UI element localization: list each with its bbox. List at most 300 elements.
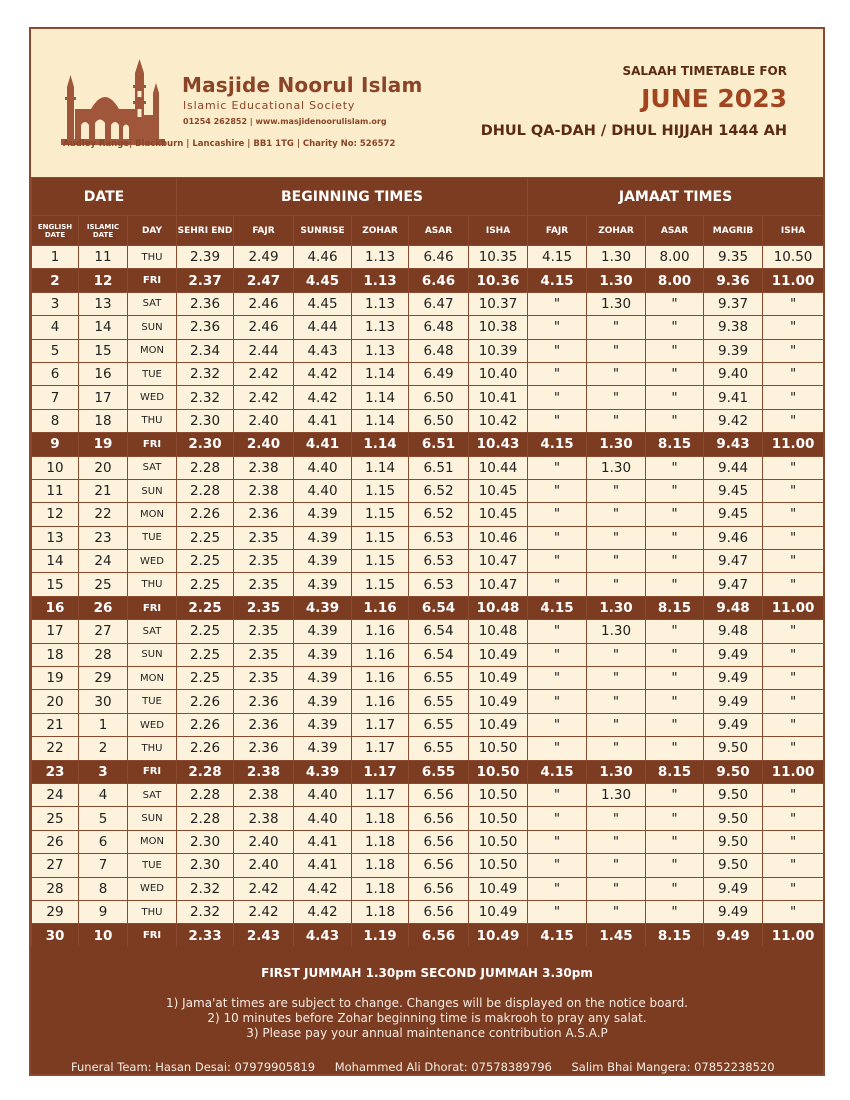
table-row: [32, 339, 824, 362]
table-row: [32, 924, 824, 947]
cell-isha-jamaat: ": [763, 713, 824, 736]
cell-zohar-jamaat: 1.30: [587, 760, 646, 783]
cell-islamic-date: 6: [79, 830, 128, 853]
cell-day: WED: [128, 877, 177, 900]
cell-magrib-jamaat: 9.47: [704, 573, 763, 596]
cell-english-date: 5: [32, 339, 79, 362]
cell-zohar-jamaat: ": [587, 737, 646, 760]
cell-asar-begin: 6.52: [409, 479, 469, 502]
org-address: Audley Range| Blackburn | Lancashire | BB1 1TG | Charity No: 526572: [63, 139, 396, 149]
cell-isha-begin: 10.49: [469, 690, 528, 713]
cell-zohar-begin: 1.14: [352, 433, 409, 456]
cell-fajr-jamaat: ": [528, 573, 587, 596]
cell-fajr-begin: 2.35: [234, 573, 294, 596]
cell-magrib-jamaat: 9.45: [704, 479, 763, 502]
cell-fajr-jamaat: ": [528, 783, 587, 806]
cell-fajr-begin: 2.40: [234, 409, 294, 432]
cell-fajr-begin: 2.35: [234, 620, 294, 643]
cell-magrib-jamaat: 9.50: [704, 830, 763, 853]
header: [31, 29, 823, 177]
cell-sunrise: 4.42: [294, 877, 352, 900]
cell-magrib-jamaat: 9.45: [704, 503, 763, 526]
cell-isha-begin: 10.46: [469, 526, 528, 549]
cell-zohar-jamaat: 1.30: [587, 620, 646, 643]
cell-zohar-jamaat: ": [587, 339, 646, 362]
cell-magrib-jamaat: 9.43: [704, 433, 763, 456]
cell-zohar-begin: 1.17: [352, 713, 409, 736]
cell-day: TUE: [128, 362, 177, 385]
cell-fajr-begin: 2.42: [234, 900, 294, 923]
cell-english-date: 10: [32, 456, 79, 479]
cell-asar-begin: 6.55: [409, 667, 469, 690]
cell-asar-begin: 6.51: [409, 456, 469, 479]
cell-isha-begin: 10.41: [469, 386, 528, 409]
col-zohar-begin: ZOHAR: [352, 216, 409, 246]
cell-magrib-jamaat: 9.50: [704, 737, 763, 760]
cell-zohar-jamaat: 1.30: [587, 269, 646, 292]
cell-islamic-date: 29: [79, 667, 128, 690]
cell-isha-begin: 10.37: [469, 292, 528, 315]
cell-fajr-begin: 2.35: [234, 526, 294, 549]
cell-sunrise: 4.43: [294, 339, 352, 362]
table-row: [32, 269, 824, 292]
cell-islamic-date: 2: [79, 737, 128, 760]
cell-english-date: 24: [32, 783, 79, 806]
cell-asar-begin: 6.50: [409, 386, 469, 409]
timetable-for-label: SALAAH TIMETABLE FOR: [622, 64, 787, 78]
cell-islamic-date: 25: [79, 573, 128, 596]
table-row: [32, 620, 824, 643]
cell-zohar-jamaat: ": [587, 690, 646, 713]
group-date: DATE: [32, 178, 177, 216]
cell-fajr-jamaat: ": [528, 503, 587, 526]
cell-zohar-jamaat: ": [587, 573, 646, 596]
cell-zohar-jamaat: ": [587, 362, 646, 385]
cell-fajr-jamaat: 4.15: [528, 269, 587, 292]
cell-isha-jamaat: ": [763, 479, 824, 502]
cell-sunrise: 4.39: [294, 643, 352, 666]
cell-zohar-begin: 1.15: [352, 573, 409, 596]
cell-sehri-end: 2.32: [177, 900, 234, 923]
cell-isha-begin: 10.48: [469, 620, 528, 643]
cell-asar-jamaat: ": [646, 409, 704, 432]
cell-asar-jamaat: 8.15: [646, 596, 704, 619]
cell-zohar-begin: 1.15: [352, 526, 409, 549]
cell-zohar-jamaat: ": [587, 479, 646, 502]
cell-english-date: 30: [32, 924, 79, 947]
group-jamaat-times: JAMAAT TIMES: [528, 178, 824, 216]
cell-magrib-jamaat: 9.41: [704, 386, 763, 409]
table-row: [32, 503, 824, 526]
cell-fajr-begin: 2.35: [234, 667, 294, 690]
cell-day: TUE: [128, 526, 177, 549]
cell-asar-begin: 6.46: [409, 246, 469, 269]
cell-magrib-jamaat: 9.48: [704, 620, 763, 643]
note-1: 1) Jama'at times are subject to change. Changes will be displayed on the notice board.: [166, 996, 688, 1010]
table-row: [32, 760, 824, 783]
cell-asar-jamaat: ": [646, 667, 704, 690]
cell-english-date: 2: [32, 269, 79, 292]
cell-sehri-end: 2.25: [177, 596, 234, 619]
cell-fajr-jamaat: ": [528, 877, 587, 900]
cell-isha-begin: 10.38: [469, 316, 528, 339]
cell-magrib-jamaat: 9.50: [704, 783, 763, 806]
cell-zohar-jamaat: 1.30: [587, 783, 646, 806]
cell-fajr-jamaat: ": [528, 713, 587, 736]
cell-day: SUN: [128, 643, 177, 666]
cell-zohar-begin: 1.18: [352, 854, 409, 877]
cell-isha-jamaat: ": [763, 807, 824, 830]
cell-sunrise: 4.42: [294, 362, 352, 385]
cell-asar-jamaat: ": [646, 713, 704, 736]
col-isha-jamaat: ISHA: [763, 216, 824, 246]
cell-zohar-begin: 1.15: [352, 503, 409, 526]
col-islamic-date: ISLAMIC DATE: [79, 216, 128, 246]
cell-fajr-begin: 2.36: [234, 690, 294, 713]
cell-islamic-date: 28: [79, 643, 128, 666]
cell-asar-jamaat: ": [646, 783, 704, 806]
cell-isha-begin: 10.45: [469, 503, 528, 526]
cell-magrib-jamaat: 9.40: [704, 362, 763, 385]
cell-islamic-date: 5: [79, 807, 128, 830]
cell-sehri-end: 2.25: [177, 620, 234, 643]
cell-sehri-end: 2.33: [177, 924, 234, 947]
cell-sehri-end: 2.34: [177, 339, 234, 362]
cell-english-date: 17: [32, 620, 79, 643]
cell-magrib-jamaat: 9.49: [704, 900, 763, 923]
table-row: [32, 433, 824, 456]
cell-sehri-end: 2.30: [177, 854, 234, 877]
cell-magrib-jamaat: 9.49: [704, 713, 763, 736]
cell-sehri-end: 2.25: [177, 667, 234, 690]
cell-sehri-end: 2.30: [177, 830, 234, 853]
cell-sunrise: 4.42: [294, 900, 352, 923]
cell-zohar-jamaat: ": [587, 667, 646, 690]
cell-fajr-begin: 2.36: [234, 713, 294, 736]
cell-isha-jamaat: ": [763, 339, 824, 362]
cell-asar-begin: 6.54: [409, 596, 469, 619]
cell-zohar-jamaat: ": [587, 807, 646, 830]
cell-asar-jamaat: ": [646, 362, 704, 385]
jummah-times: FIRST JUMMAH 1.30pm SECOND JUMMAH 3.30pm: [261, 966, 593, 980]
cell-day: MON: [128, 503, 177, 526]
cell-isha-begin: 10.50: [469, 854, 528, 877]
timetable-body: [32, 246, 824, 948]
cell-islamic-date: 26: [79, 596, 128, 619]
cell-sehri-end: 2.26: [177, 737, 234, 760]
cell-fajr-jamaat: 4.15: [528, 433, 587, 456]
cell-magrib-jamaat: 9.49: [704, 667, 763, 690]
cell-sunrise: 4.39: [294, 713, 352, 736]
cell-zohar-begin: 1.18: [352, 807, 409, 830]
cell-day: FRI: [128, 269, 177, 292]
cell-day: SAT: [128, 620, 177, 643]
cell-zohar-jamaat: 1.30: [587, 246, 646, 269]
cell-sunrise: 4.42: [294, 386, 352, 409]
cell-asar-begin: 6.53: [409, 526, 469, 549]
cell-english-date: 4: [32, 316, 79, 339]
cell-sunrise: 4.39: [294, 526, 352, 549]
cell-asar-begin: 6.51: [409, 433, 469, 456]
cell-fajr-jamaat: ": [528, 456, 587, 479]
cell-isha-jamaat: ": [763, 362, 824, 385]
cell-sunrise: 4.43: [294, 924, 352, 947]
cell-asar-begin: 6.56: [409, 924, 469, 947]
cell-asar-begin: 6.54: [409, 643, 469, 666]
cell-asar-jamaat: 8.15: [646, 924, 704, 947]
cell-magrib-jamaat: 9.50: [704, 854, 763, 877]
cell-isha-jamaat: ": [763, 316, 824, 339]
cell-sunrise: 4.40: [294, 479, 352, 502]
cell-fajr-begin: 2.40: [234, 830, 294, 853]
cell-isha-jamaat: 11.00: [763, 433, 824, 456]
funeral-contact-2: Mohammed Ali Dhorat: 07578389796: [334, 1060, 552, 1074]
cell-zohar-jamaat: ": [587, 316, 646, 339]
cell-english-date: 8: [32, 409, 79, 432]
table-row: [32, 316, 824, 339]
table-row: [32, 877, 824, 900]
col-sunrise: SUNRISE: [294, 216, 352, 246]
cell-magrib-jamaat: 9.49: [704, 924, 763, 947]
cell-sunrise: 4.41: [294, 854, 352, 877]
cell-sunrise: 4.40: [294, 807, 352, 830]
cell-zohar-jamaat: 1.30: [587, 456, 646, 479]
cell-sunrise: 4.39: [294, 503, 352, 526]
cell-fajr-begin: 2.35: [234, 643, 294, 666]
cell-sehri-end: 2.25: [177, 573, 234, 596]
cell-fajr-jamaat: 4.15: [528, 596, 587, 619]
cell-zohar-begin: 1.17: [352, 737, 409, 760]
cell-fajr-begin: 2.38: [234, 783, 294, 806]
cell-zohar-begin: 1.14: [352, 456, 409, 479]
cell-sehri-end: 2.30: [177, 409, 234, 432]
cell-sehri-end: 2.28: [177, 760, 234, 783]
cell-english-date: 22: [32, 737, 79, 760]
table-row: [32, 807, 824, 830]
cell-asar-jamaat: 8.15: [646, 433, 704, 456]
mosque-logo-icon: [61, 57, 169, 151]
cell-isha-begin: 10.50: [469, 783, 528, 806]
cell-day: FRI: [128, 760, 177, 783]
table-row: [32, 783, 824, 806]
cell-english-date: 25: [32, 807, 79, 830]
cell-zohar-jamaat: 1.30: [587, 433, 646, 456]
cell-islamic-date: 12: [79, 269, 128, 292]
cell-asar-begin: 6.56: [409, 854, 469, 877]
cell-islamic-date: 16: [79, 362, 128, 385]
cell-fajr-jamaat: ": [528, 620, 587, 643]
cell-asar-begin: 6.48: [409, 339, 469, 362]
cell-sehri-end: 2.26: [177, 690, 234, 713]
cell-fajr-begin: 2.49: [234, 246, 294, 269]
cell-asar-begin: 6.56: [409, 807, 469, 830]
cell-asar-jamaat: ": [646, 877, 704, 900]
cell-fajr-jamaat: ": [528, 316, 587, 339]
cell-fajr-begin: 2.35: [234, 596, 294, 619]
cell-zohar-jamaat: ": [587, 409, 646, 432]
cell-islamic-date: 21: [79, 479, 128, 502]
cell-day: FRI: [128, 924, 177, 947]
cell-english-date: 13: [32, 526, 79, 549]
table-row: [32, 573, 824, 596]
cell-day: THU: [128, 246, 177, 269]
cell-asar-begin: 6.52: [409, 503, 469, 526]
cell-asar-begin: 6.56: [409, 783, 469, 806]
cell-fajr-jamaat: ": [528, 643, 587, 666]
table-row: [32, 667, 824, 690]
cell-sunrise: 4.39: [294, 690, 352, 713]
cell-magrib-jamaat: 9.35: [704, 246, 763, 269]
cell-isha-begin: 10.47: [469, 550, 528, 573]
cell-fajr-jamaat: ": [528, 339, 587, 362]
cell-fajr-begin: 2.38: [234, 456, 294, 479]
cell-asar-jamaat: ": [646, 643, 704, 666]
cell-english-date: 19: [32, 667, 79, 690]
table-row: [32, 246, 824, 269]
cell-asar-jamaat: 8.00: [646, 269, 704, 292]
cell-isha-begin: 10.48: [469, 596, 528, 619]
cell-sunrise: 4.41: [294, 830, 352, 853]
cell-day: MON: [128, 339, 177, 362]
cell-fajr-jamaat: ": [528, 900, 587, 923]
cell-zohar-begin: 1.14: [352, 386, 409, 409]
org-contact: 01254 262852 | www.masjidenoorulislam.org: [183, 117, 387, 126]
timetable-hijri-months: DHUL QA-DAH / DHUL HIJJAH 1444 AH: [480, 123, 787, 139]
cell-isha-jamaat: 11.00: [763, 760, 824, 783]
cell-isha-begin: 10.50: [469, 760, 528, 783]
cell-isha-begin: 10.47: [469, 573, 528, 596]
table-row: [32, 713, 824, 736]
cell-zohar-jamaat: ": [587, 550, 646, 573]
cell-isha-jamaat: ": [763, 643, 824, 666]
cell-asar-begin: 6.53: [409, 573, 469, 596]
cell-sunrise: 4.39: [294, 573, 352, 596]
cell-magrib-jamaat: 9.50: [704, 760, 763, 783]
cell-islamic-date: 8: [79, 877, 128, 900]
cell-isha-jamaat: ": [763, 783, 824, 806]
cell-magrib-jamaat: 9.49: [704, 643, 763, 666]
cell-fajr-begin: 2.47: [234, 269, 294, 292]
cell-magrib-jamaat: 9.39: [704, 339, 763, 362]
cell-english-date: 21: [32, 713, 79, 736]
cell-english-date: 7: [32, 386, 79, 409]
cell-day: FRI: [128, 596, 177, 619]
cell-islamic-date: 19: [79, 433, 128, 456]
cell-isha-begin: 10.50: [469, 737, 528, 760]
cell-isha-jamaat: ": [763, 386, 824, 409]
cell-isha-jamaat: ": [763, 526, 824, 549]
salaah-timetable: [31, 177, 824, 948]
cell-zohar-jamaat: ": [587, 830, 646, 853]
cell-day: THU: [128, 409, 177, 432]
cell-isha-begin: 10.49: [469, 924, 528, 947]
cell-english-date: 26: [32, 830, 79, 853]
cell-isha-jamaat: ": [763, 737, 824, 760]
cell-magrib-jamaat: 9.46: [704, 526, 763, 549]
cell-asar-jamaat: ": [646, 573, 704, 596]
cell-english-date: 18: [32, 643, 79, 666]
cell-islamic-date: 14: [79, 316, 128, 339]
cell-sehri-end: 2.28: [177, 807, 234, 830]
column-header-row: [32, 216, 824, 246]
cell-asar-jamaat: ": [646, 386, 704, 409]
table-row: [32, 643, 824, 666]
cell-sunrise: 4.45: [294, 269, 352, 292]
cell-zohar-begin: 1.18: [352, 830, 409, 853]
cell-sunrise: 4.39: [294, 667, 352, 690]
cell-sunrise: 4.44: [294, 316, 352, 339]
cell-fajr-jamaat: ": [528, 690, 587, 713]
cell-islamic-date: 23: [79, 526, 128, 549]
cell-fajr-jamaat: ": [528, 479, 587, 502]
cell-zohar-begin: 1.18: [352, 877, 409, 900]
table-row: [32, 596, 824, 619]
table-row: [32, 690, 824, 713]
cell-sehri-end: 2.30: [177, 433, 234, 456]
col-isha-begin: ISHA: [469, 216, 528, 246]
cell-zohar-jamaat: 1.30: [587, 596, 646, 619]
cell-isha-jamaat: ": [763, 854, 824, 877]
cell-sehri-end: 2.28: [177, 783, 234, 806]
cell-isha-begin: 10.49: [469, 900, 528, 923]
cell-zohar-begin: 1.13: [352, 316, 409, 339]
cell-day: THU: [128, 900, 177, 923]
cell-isha-jamaat: ": [763, 877, 824, 900]
cell-zohar-begin: 1.16: [352, 596, 409, 619]
cell-zohar-jamaat: ": [587, 900, 646, 923]
cell-islamic-date: 18: [79, 409, 128, 432]
cell-zohar-jamaat: ": [587, 854, 646, 877]
cell-sehri-end: 2.26: [177, 503, 234, 526]
cell-sehri-end: 2.28: [177, 456, 234, 479]
col-asar-begin: ASAR: [409, 216, 469, 246]
cell-english-date: 15: [32, 573, 79, 596]
cell-day: SAT: [128, 292, 177, 315]
cell-asar-begin: 6.53: [409, 550, 469, 573]
cell-fajr-jamaat: ": [528, 550, 587, 573]
table-row: [32, 550, 824, 573]
cell-isha-jamaat: 11.00: [763, 269, 824, 292]
cell-islamic-date: 7: [79, 854, 128, 877]
cell-asar-jamaat: ": [646, 620, 704, 643]
cell-zohar-begin: 1.18: [352, 900, 409, 923]
cell-zohar-begin: 1.17: [352, 760, 409, 783]
cell-asar-jamaat: ": [646, 339, 704, 362]
cell-day: THU: [128, 573, 177, 596]
cell-asar-jamaat: ": [646, 737, 704, 760]
note-3: 3) Please pay your annual maintenance contribution A.S.A.P: [246, 1026, 608, 1040]
col-sehri-end: SEHRI END: [177, 216, 234, 246]
table-row: [32, 737, 824, 760]
cell-asar-jamaat: ": [646, 550, 704, 573]
table-row: [32, 292, 824, 315]
cell-asar-jamaat: ": [646, 830, 704, 853]
cell-sunrise: 4.41: [294, 433, 352, 456]
cell-sehri-end: 2.37: [177, 269, 234, 292]
cell-fajr-jamaat: ": [528, 854, 587, 877]
cell-day: SUN: [128, 479, 177, 502]
cell-day: TUE: [128, 690, 177, 713]
cell-zohar-jamaat: 1.45: [587, 924, 646, 947]
table-row: [32, 386, 824, 409]
cell-asar-jamaat: ": [646, 456, 704, 479]
cell-day: SUN: [128, 807, 177, 830]
cell-fajr-begin: 2.38: [234, 760, 294, 783]
cell-islamic-date: 1: [79, 713, 128, 736]
cell-isha-begin: 10.43: [469, 433, 528, 456]
cell-fajr-begin: 2.43: [234, 924, 294, 947]
cell-asar-jamaat: ": [646, 854, 704, 877]
